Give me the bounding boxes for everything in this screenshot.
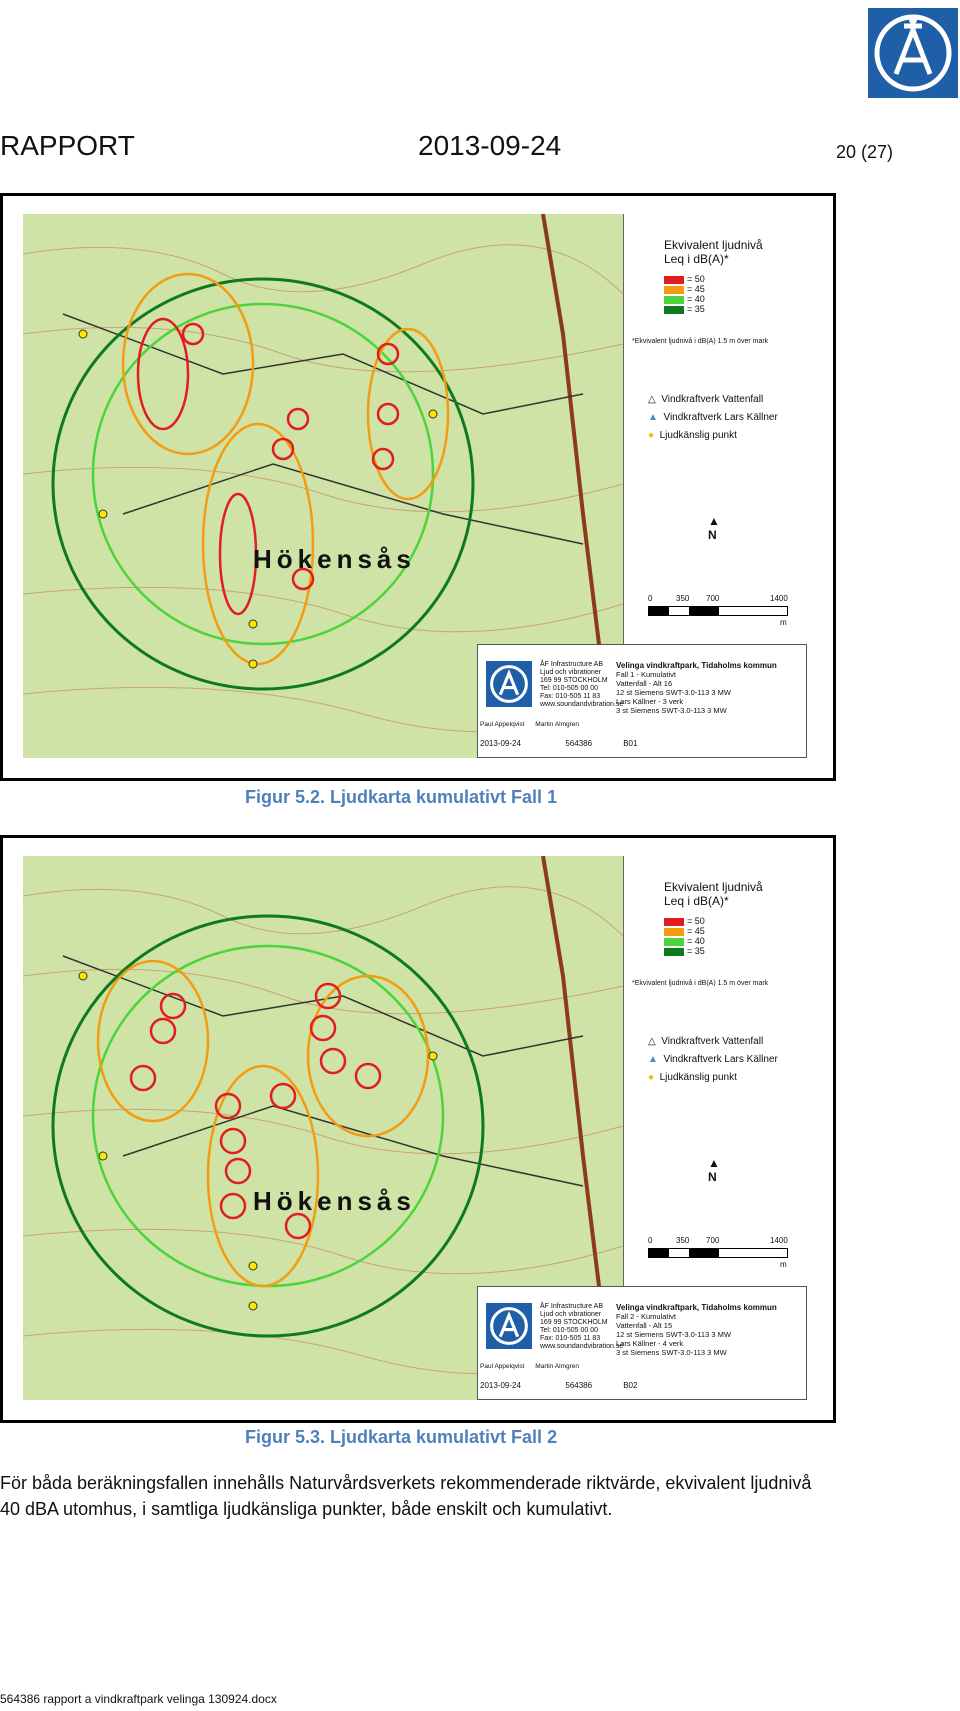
noise-map-2	[23, 856, 807, 1400]
legend-title-line1: Ekvivalent ljudnivå	[664, 238, 763, 252]
yellow-dot-icon: ●	[648, 1072, 655, 1083]
body-paragraph: För båda beräkningsfallen innehålls Naturvårdsverkets rekommenderade riktvärde, ekvivalent ljudnivå 40 dBA utomhus, i samtliga ljudkänsliga punkter, både enskilt och kumulativt.	[0, 1473, 812, 1519]
titleblock-project: Velinga vindkraftpark, Tidaholms kommun Fall 2 - Kumulativt Vattenfall - Alt 15 12 st Siemens SWT-3.0-113 3 MW Lars Källner - 4 verk 3 st Siemens SWT-3.0-113 3 MW	[616, 1303, 777, 1357]
legend-symbol-sensitive-point: ● Ljudkänslig punkt	[648, 430, 737, 441]
legend-level-50: = 50	[664, 274, 705, 284]
map-titleblock	[477, 1286, 807, 1400]
legend-level-35: = 35	[664, 304, 705, 314]
north-arrow-icon: ▲ N	[708, 1156, 720, 1184]
noise-map-figure-1	[0, 193, 836, 781]
map-legend: Ekvivalent ljudnivå Leq i dB(A)* = 50 = 45 = 40 = 35 *Ekvivalent ljudnivå i dB(A) 1.5 m över mark △ Vindkraftverk Vattenfall ▲ Vindkraftverk Lars Källner ● Ljudkänslig punkt ▲ N 0 350 700 1400 m	[623, 856, 807, 1400]
titleblock-project: Velinga vindkraftpark, Tidaholms kommun Fall 1 - Kumulativt Vattenfall - Alt 16 12 st Siemens SWT-3.0-113 3 MW Lars Källner - 3 verk 3 st Siemens SWT-3.0-113 3 MW	[616, 661, 777, 715]
legend-level-40: = 40	[664, 936, 705, 946]
page-number: 20 (27)	[836, 142, 894, 162]
figure-caption-2: Figur 5.3. Ljudkarta kumulativt Fall 2	[245, 1427, 558, 1447]
titleblock-ids: 2013-09-24 564386 B01	[480, 739, 638, 748]
legend-symbol-vattenfall: △ Vindkraftverk Vattenfall	[648, 394, 764, 405]
af-logo-small	[486, 661, 532, 707]
legend-title-line2: Leq i dB(A)*	[664, 252, 729, 266]
north-arrow-icon: ▲ N	[708, 514, 720, 542]
titleblock-organisation: ÅF Infrastructure AB Ljud och vibrationer 169 99 STOCKHOLM Tel: 010-505 00 00 Fax: 010-505 11 83 www.soundandvibration.se	[540, 661, 624, 708]
triangle-icon: △	[648, 1036, 656, 1047]
legend-symbol-vattenfall: △ Vindkraftverk Vattenfall	[648, 1036, 764, 1047]
legend-symbol-kallner: ▲ Vindkraftverk Lars Källner	[648, 1054, 778, 1065]
legend-level-35: = 35	[664, 946, 705, 956]
blue-triangle-icon: ▲	[648, 412, 658, 423]
triangle-icon: △	[648, 394, 656, 405]
titleblock-organisation: ÅF Infrastructure AB Ljud och vibrationer 169 99 STOCKHOLM Tel: 010-505 00 00 Fax: 010-505 11 83 www.soundandvibration.se	[540, 1303, 624, 1350]
legend-title	[664, 880, 763, 908]
map-place-label: Hökensås	[253, 1186, 416, 1216]
titleblock-ids: 2013-09-24 564386 B02	[480, 1381, 638, 1390]
figure-caption-1: Figur 5.2. Ljudkarta kumulativt Fall 1	[245, 787, 558, 807]
yellow-dot-icon: ●	[648, 430, 655, 441]
legend-level-45: = 45	[664, 284, 705, 294]
map-titleblock	[477, 644, 807, 758]
legend-title	[664, 238, 763, 266]
noise-map-1	[23, 214, 807, 758]
legend-title-line1: Ekvivalent ljudnivå	[664, 880, 763, 894]
legend-note: *Ekvivalent ljudnivå i dB(A) 1.5 m över mark	[632, 338, 769, 345]
af-logo	[868, 8, 958, 98]
titleblock-people: Paul Appelqvist Martin Almgren	[480, 721, 580, 728]
noise-map-figure-2	[0, 835, 836, 1423]
report-title: RAPPORT	[0, 130, 135, 161]
legend-note: *Ekvivalent ljudnivå i dB(A) 1.5 m över mark	[632, 980, 769, 987]
report-date: 2013-09-24	[418, 130, 562, 161]
blue-triangle-icon: ▲	[648, 1054, 658, 1065]
legend-title-line2: Leq i dB(A)*	[664, 894, 729, 908]
map-place-label: Hökensås	[253, 544, 416, 574]
legend-symbol-kallner: ▲ Vindkraftverk Lars Källner	[648, 412, 778, 423]
legend-level-40: = 40	[664, 294, 705, 304]
af-logo-small	[486, 1303, 532, 1349]
titleblock-people: Paul Appelqvist Martin Almgren	[480, 1363, 580, 1370]
legend-level-50: = 50	[664, 916, 705, 926]
map-legend: Ekvivalent ljudnivå Leq i dB(A)* = 50 = 45 = 40 = 35 *Ekvivalent ljudnivå i dB(A) 1.5 m över mark △ Vindkraftverk Vattenfall ▲ Vindkraftverk Lars Källner ● Ljudkänslig punkt ▲ N 0 350 700 1400 m	[623, 214, 807, 758]
footer-filename: 564386 rapport a vindkraftpark velinga 130924.docx	[0, 1692, 277, 1706]
legend-level-45: = 45	[664, 926, 705, 936]
legend-symbol-sensitive-point: ● Ljudkänslig punkt	[648, 1072, 737, 1083]
